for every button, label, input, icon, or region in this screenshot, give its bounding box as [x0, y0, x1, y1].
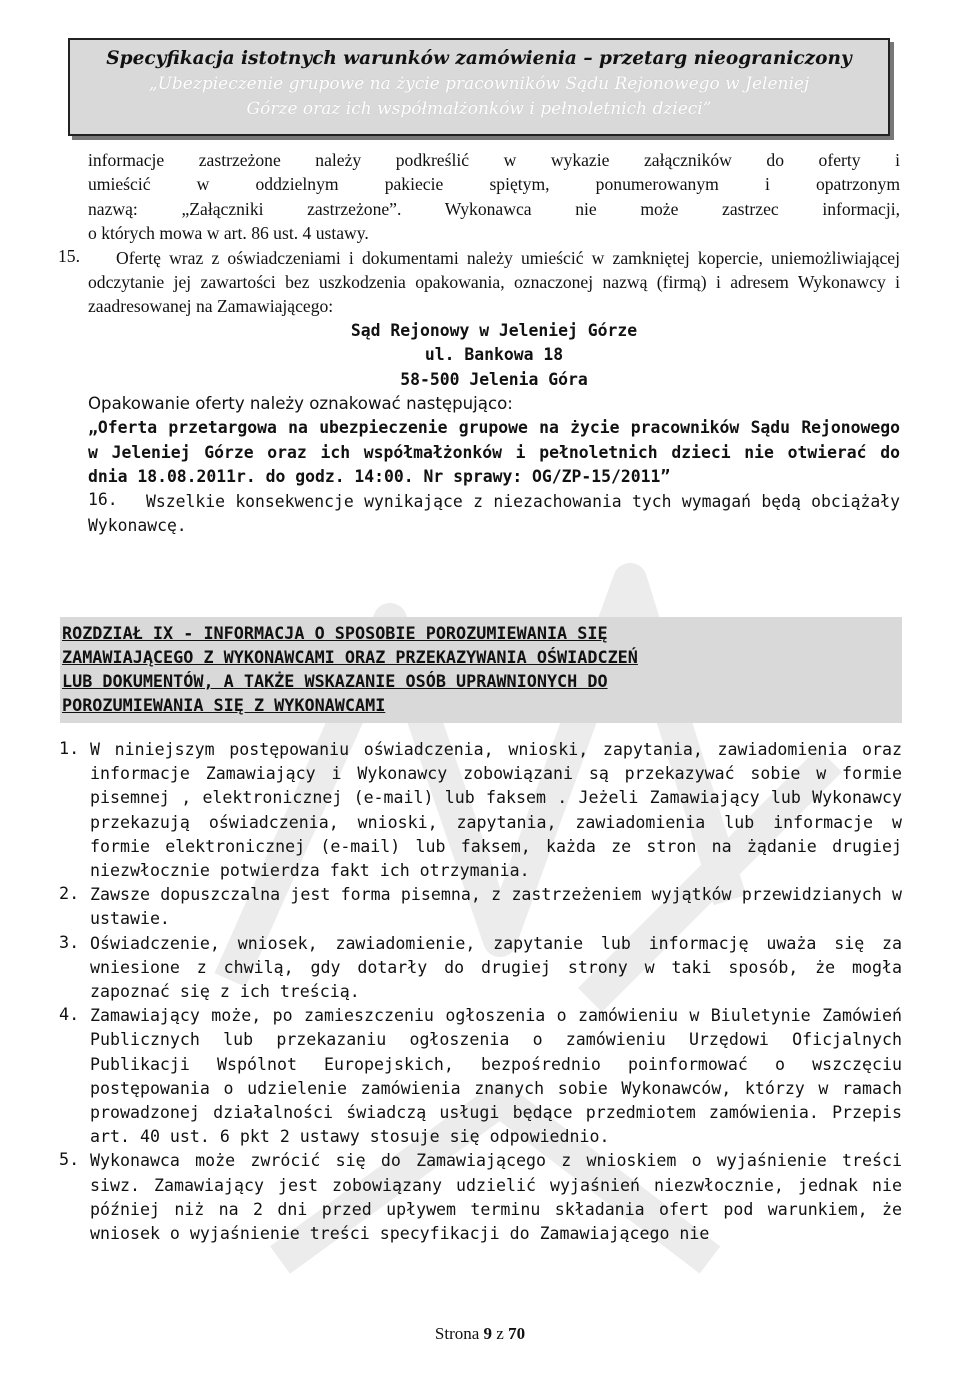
- footer-prefix: Strona: [434, 1324, 480, 1343]
- list-item-text: W niniejszym postępowaniu oświadczenia, wnioski, zapytania, zawiadomienia oraz informacje Zamawiający i Wykonawcy zobowiązani są przekazywać sobie w formie pisemnej , elektronicznej (e-mail) lub faksem . Jeżeli Zamawiający lub Wykonawcy przekazują oświadczenia, wnioski, zapytania, zawiadomienia lub informacje w formie elektronicznej (e-mail) lub faksem, każda ze stron na żądanie drugiej niezwłocznie potwierdza fakt ich otrzymania.: [90, 740, 902, 881]
- page-footer: [0, 1324, 960, 1344]
- list-item-16: [88, 490, 900, 539]
- paragraph-line: o których mowa w art. 86 ust. 4 ustawy.: [88, 223, 369, 244]
- chapter-title-line: LUB DOKUMENTÓW, A TAKŻE WSKAZANIE OSÓB UPRAWNIONYCH DO: [62, 671, 608, 691]
- list-number: 3.: [59, 931, 80, 952]
- address-line: ul. Bankowa 18: [424, 345, 564, 365]
- list-item: [59, 1149, 902, 1246]
- paragraph-line: informacje zastrzeżone należy podkreślić w wykazie załączników do oferty i: [88, 150, 900, 170]
- marking-text: „Oferta przetargowa na ubezpieczenie grupowe na życie pracowników Sądu Rejonowego w Jeleniej Górze oraz ich współmałżonków i pełnoletnich dzieci nie otwierać do dnia 18.08.2011r. do godz. 14:00. Nr sprawy: OG/ZP-15/2011”: [88, 418, 900, 487]
- list-item-text: Zamawiający może, po zamieszczeniu ogłoszenia o zamówieniu w Biuletynie Zamówień Publicznych lub przekazaniu ogłoszenia o zamówieniu Urzędowi Oficjalnych Publikacji Wspólnot Europejskich, bezpośrednio poinformować o wszczęciu postępowania o udzielenie zamówienia znanych sobie Wykonawców, którzy w ramach prowadzonej działalności świadczą usługi będące przedmiotem zamówienia. Przepis art. 40 ust. 6 pkt 2 ustawy stosuje się odpowiednio.: [90, 1006, 902, 1147]
- header-title: Specyfikacja istotnych warunków zamówienia – przetarg nieograniczony: [106, 48, 852, 69]
- chapter-heading: [60, 617, 902, 723]
- header-subtitle-line2: Górze oraz ich współmałżonków i pełnoletnich dzieci”: [246, 99, 712, 119]
- chapter-title-line: ZAMAWIAJĄCEGO Z WYKONAWCAMI ORAZ PRZEKAZYWANIA OŚWIADCZEŃ: [62, 647, 638, 667]
- list-item-15: [58, 245, 900, 319]
- list-number: 16.: [88, 489, 118, 509]
- section-viii-tail: [58, 148, 900, 539]
- page-number: 9: [483, 1324, 493, 1343]
- list-item-text: Zawsze dopuszczalna jest forma pisemna, z zastrzeżeniem wyjątków przewidzianych w ustawie.: [90, 885, 902, 929]
- list-item-text: Wszelkie konsekwencje wynikające z niezachowania tych wymagań będą obciążały Wykonawcę.: [88, 491, 900, 536]
- paragraph-line: nazwą: „Załączniki zastrzeżone”. Wykonawca nie może zastrzec informacji,: [88, 198, 900, 219]
- list-number: 4.: [59, 1004, 80, 1025]
- paragraph-line: umieścić w oddzielnym pakiecie spiętym, ponumerowanym i opatrzonym: [88, 174, 900, 195]
- chapter-title-line: ROZDZIAŁ IX - INFORMACJA O SPOSOBIE POROZUMIEWANIA SIĘ: [62, 623, 608, 643]
- list-item: [59, 1004, 902, 1149]
- address-line: 58-500 Jelenia Góra: [400, 369, 588, 389]
- header-subtitle-line1: „Ubezpieczenie grupowe na życie pracowników Sądu Rejonowego w Jeleniej: [148, 74, 810, 94]
- list-item-text: Wykonawca może zwrócić się do Zamawiającego z wnioskiem o wyjaśnienie treści siwz. Zamawiający jest zobowiązany udzielić wyjaśnień niezwłocznie, jednak nie później niż na 2 dni przed upływem terminu składania ofert pod warunkiem, że wniosek o wyjaśnienie treści specyfikacji do Zamawiającego nie: [90, 1151, 902, 1244]
- page-total: 70: [508, 1324, 526, 1343]
- list-item-text: Ofertę wraz z oświadczeniami i dokumentami należy umieścić w zamkniętej kopercie, uniemożliwiającej odczytanie jej zawartości bez uszkodzenia opakowania, oznaczonej nazwą (firmą) i adresem Wykonawcy i zaadresowanej na Zamawiającego:: [88, 247, 900, 317]
- list-number: 15.: [58, 245, 80, 266]
- footer-separator: z: [496, 1324, 504, 1343]
- list-number: 1.: [59, 738, 80, 758]
- document-header: [68, 38, 890, 136]
- address-line: Sąd Rejonowy w Jeleniej Górze: [350, 320, 638, 340]
- list-item: [59, 738, 902, 883]
- list-item: [59, 883, 902, 931]
- chapter-title-line: POROZUMIEWANIA SIĘ Z WYKONAWCAMI: [62, 695, 386, 715]
- marking-intro: Opakowanie oferty należy oznakować następująco:: [88, 394, 513, 414]
- list-number: 5.: [59, 1149, 80, 1170]
- list-number: 2.: [59, 883, 80, 904]
- section-ix-list: [59, 738, 902, 1246]
- list-item: [59, 931, 902, 1005]
- list-item-text: Oświadczenie, wniosek, zawiadomienie, zapytanie lub informację uważa się za wniesione z chwilą, gdy dotarły do drugiej strony w taki sposób, że mogła zapoznać się z ich treścią.: [90, 933, 902, 1002]
